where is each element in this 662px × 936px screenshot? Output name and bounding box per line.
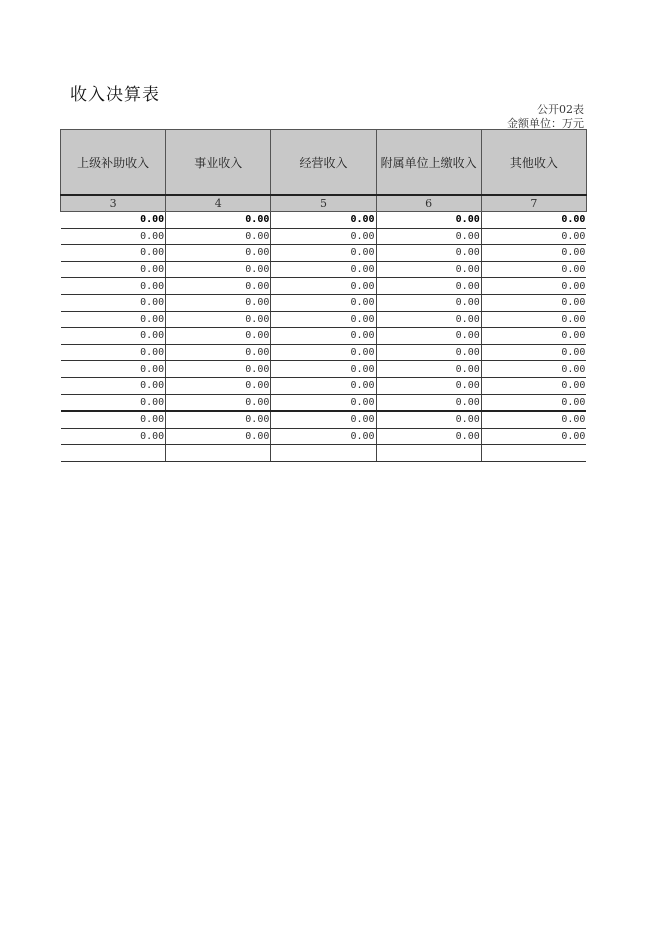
table-row [61,394,587,411]
table-cell: 0.00 [61,361,166,378]
table-cell: 0.00 [376,245,481,262]
table-cell: 0.00 [376,428,481,445]
column-number: 7 [481,195,586,212]
table-cell: 0.00 [481,228,586,245]
table-row [61,245,587,262]
table-cell: 0.00 [376,212,481,229]
table-cell: 0.00 [271,394,376,411]
table-cell: 0.00 [271,294,376,311]
table-cell: 0.00 [61,394,166,411]
table-cell: 0.00 [166,228,271,245]
table-cell: 0.00 [166,377,271,394]
table-cell: 0.00 [61,228,166,245]
page-title: 收入决算表 [70,85,160,105]
table-cell: 0.00 [481,428,586,445]
table-cell: 0.00 [376,411,481,428]
table-cell: 0.00 [166,311,271,328]
table-cell: 0.00 [166,394,271,411]
table-cell: 0.00 [166,411,271,428]
table-cell: 0.00 [61,377,166,394]
table-row [61,261,587,278]
table-row [61,294,587,311]
table-cell: 0.00 [166,344,271,361]
blank-row [61,445,587,462]
table-cell: 0.00 [61,212,166,229]
header-row [61,130,587,196]
column-header: 上级补助收入 [61,130,166,196]
total-row [61,212,587,229]
table-cell: 0.00 [271,411,376,428]
table-cell: 0.00 [61,328,166,345]
table-cell: 0.00 [166,361,271,378]
table-row [61,228,587,245]
table-cell: 0.00 [271,261,376,278]
table-cell: 0.00 [61,294,166,311]
table-cell: 0.00 [376,294,481,311]
table-cell: 0.00 [271,377,376,394]
column-header: 事业收入 [166,130,271,196]
table-cell: 0.00 [166,261,271,278]
table-cell: 0.00 [376,228,481,245]
table-cell: 0.00 [61,311,166,328]
table-cell: 0.00 [166,278,271,295]
table-cell: 0.00 [481,311,586,328]
amount-unit: 金额单位：万元 [507,117,584,130]
table-cell: 0.00 [376,278,481,295]
table-cell: 0.00 [271,245,376,262]
table-cell [376,445,481,462]
table-cell: 0.00 [481,361,586,378]
table-cell: 0.00 [271,278,376,295]
table-cell: 0.00 [481,212,586,229]
table-body [61,212,587,462]
table-cell: 0.00 [271,344,376,361]
column-header: 经营收入 [271,130,376,196]
table-cell: 0.00 [376,377,481,394]
table-cell: 0.00 [166,245,271,262]
table-cell: 0.00 [271,328,376,345]
table-cell: 0.00 [481,377,586,394]
column-header: 其他收入 [481,130,586,196]
column-number: 4 [166,195,271,212]
table-cell [271,445,376,462]
table-cell: 0.00 [271,428,376,445]
table-cell: 0.00 [61,261,166,278]
table-cell: 0.00 [481,411,586,428]
table-cell: 0.00 [376,361,481,378]
form-number: 公开02表 [537,103,584,116]
table-cell: 0.00 [271,311,376,328]
table-cell: 0.00 [481,394,586,411]
table-cell: 0.00 [166,294,271,311]
column-header: 附属单位上缴收入 [376,130,481,196]
table-cell: 0.00 [481,344,586,361]
table-cell: 0.00 [376,328,481,345]
column-number-row [61,195,587,212]
table-cell [166,445,271,462]
table-cell: 0.00 [376,311,481,328]
table-cell: 0.00 [166,212,271,229]
table-cell: 0.00 [61,245,166,262]
table-cell: 0.00 [166,428,271,445]
table-row [61,411,587,428]
table-cell: 0.00 [166,328,271,345]
table-cell: 0.00 [481,245,586,262]
table-cell: 0.00 [271,228,376,245]
table-cell: 0.00 [376,394,481,411]
table-cell: 0.00 [481,278,586,295]
table-cell: 0.00 [61,428,166,445]
table-cell: 0.00 [61,344,166,361]
table-cell: 0.00 [481,328,586,345]
table-row [61,377,587,394]
table-cell: 0.00 [376,261,481,278]
table-row [61,344,587,361]
table-row [61,361,587,378]
column-number: 5 [271,195,376,212]
table-row [61,311,587,328]
column-number: 6 [376,195,481,212]
table-cell: 0.00 [61,278,166,295]
table-row [61,328,587,345]
table-row [61,428,587,445]
table-cell: 0.00 [61,411,166,428]
table-cell: 0.00 [271,212,376,229]
table-cell [481,445,586,462]
table-cell: 0.00 [481,294,586,311]
column-number: 3 [61,195,166,212]
table-cell [61,445,166,462]
table-row [61,278,587,295]
table-cell: 0.00 [481,261,586,278]
table-cell: 0.00 [376,344,481,361]
table-cell: 0.00 [271,361,376,378]
income-table [60,129,587,462]
